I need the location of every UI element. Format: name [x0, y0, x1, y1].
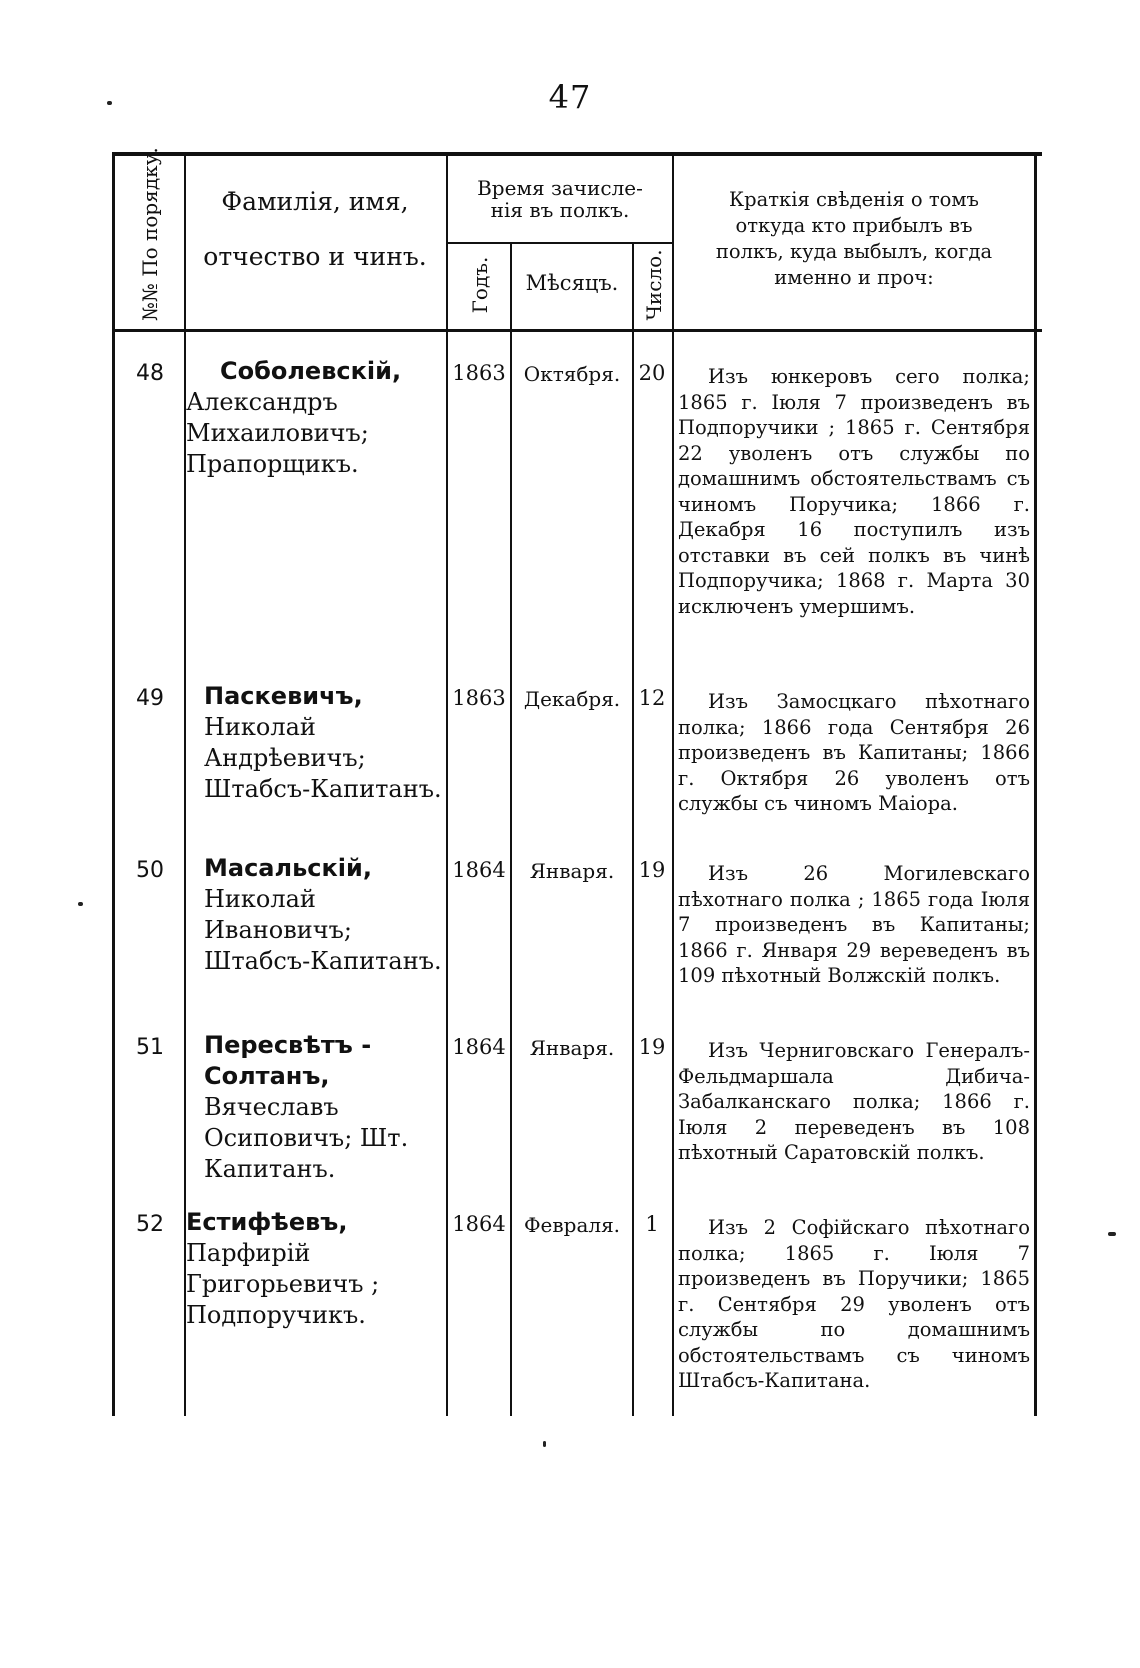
officer-name — [186, 681, 444, 805]
officer-name-rest: Парфирій Григорьевичъ ; Подпоручикъ. — [186, 1239, 380, 1329]
header-info — [676, 187, 1032, 291]
header-order-text: №№ По порядку. — [138, 147, 162, 321]
enlist-day: 19 — [638, 1035, 666, 1059]
header-time-line2: нія въ полкъ. — [490, 197, 630, 222]
col-divider-name — [446, 154, 448, 1416]
enlist-day: 1 — [645, 1212, 659, 1236]
enlist-month: Января. — [529, 859, 615, 883]
officer-surname: Масальскій, — [204, 854, 372, 882]
officer-surname: Естифѣевъ, — [186, 1208, 348, 1236]
officer-name-rest: Николай Андрѣевичъ; Штабсъ-Капитанъ. — [204, 713, 442, 803]
table-top-rule — [112, 152, 1042, 156]
officer-name-rest: Вячеславъ Осиповичъ; Шт. Капитанъ. — [204, 1093, 409, 1183]
row-number: 49 — [136, 686, 164, 711]
officer-surname: Паскевичъ, — [204, 682, 363, 710]
enlist-year: 1863 — [452, 686, 506, 710]
header-info-line3: полкъ, куда выбылъ, когда — [715, 240, 993, 263]
enlist-year: 1863 — [452, 361, 506, 385]
row-number: 52 — [136, 1212, 164, 1237]
header-name-line2: отчество и чинъ. — [203, 242, 427, 271]
header-day-text: Число. — [642, 249, 666, 321]
service-notes: Изъ Черниговскаго Генералъ-Фельдмаршала Дибича-Забалканскаго полка; 1866 г. Іюля 2 переведенъ въ 108 пѣхотный Саратовскій полкъ. — [678, 1039, 1030, 1164]
officer-name — [186, 1030, 444, 1185]
header-info-line2: откуда кто прибылъ въ — [735, 214, 973, 237]
col-divider-year — [510, 242, 512, 1416]
col-divider-day — [672, 154, 674, 1416]
row-number: 50 — [136, 858, 164, 883]
header-year-text: Годъ. — [468, 256, 492, 314]
header-name — [186, 188, 444, 270]
enlist-day: 12 — [638, 686, 666, 710]
header-info-line1: Краткія свѣденія о томъ — [729, 188, 979, 211]
enlist-year: 1864 — [452, 1212, 506, 1236]
print-speck — [78, 902, 83, 906]
print-speck — [1108, 1232, 1116, 1236]
header-info-line4: именно и проч: — [774, 266, 934, 289]
header-time — [448, 178, 672, 221]
enlist-day: 20 — [638, 361, 666, 385]
officer-name — [186, 1207, 444, 1331]
print-speck — [107, 101, 112, 105]
row-number: 48 — [136, 361, 164, 386]
row-number: 51 — [136, 1035, 164, 1060]
service-notes: Изъ 26 Могилевскаго пѣхотнаго полка ; 1865 года Іюля 7 произведенъ въ Капитаны; 1866 г. Января 29 вереведенъ въ 109 пѣхотный Волжскій полкъ. — [678, 862, 1030, 987]
officer-name — [186, 356, 444, 480]
officer-surname: Соболевскій, — [220, 357, 402, 385]
header-month — [512, 272, 632, 295]
service-notes: Изъ 2 Софійскаго пѣхотнаго полка; 1865 г. Іюля 7 произведенъ въ Поручики; 1865 г. Сентября 29 уволенъ отъ службы по домашнимъ обстоятельствамъ съ чиномъ Штабсъ-Капитана. — [678, 1216, 1030, 1392]
header-year — [468, 241, 490, 329]
header-order — [138, 147, 162, 321]
enlist-month: Октября. — [523, 362, 621, 386]
enlist-month: Февраля. — [523, 1213, 621, 1237]
officer-name — [186, 853, 444, 977]
enlist-month: Декабря. — [523, 687, 621, 711]
table-right-border — [1034, 154, 1037, 1416]
header-bottom-rule — [112, 329, 1042, 332]
col-divider-month — [632, 242, 634, 1416]
enlist-month: Января. — [529, 1036, 615, 1060]
enlist-year: 1864 — [452, 1035, 506, 1059]
service-notes: Изъ Замосцкаго пѣхотнаго полка; 1866 года Сентября 26 произведенъ въ Капитаны; 1866 г. Октября 26 уволенъ отъ службы съ чиномъ Маіора. — [678, 690, 1030, 815]
enlist-day: 19 — [638, 858, 666, 882]
officer-name-rest: Александръ Михаиловичъ; Прапорщикъ. — [186, 388, 369, 478]
officer-surname: Пересвѣтъ - Солтанъ, — [204, 1031, 372, 1090]
header-day — [642, 243, 664, 327]
header-time-line1: Время зачисле- — [477, 176, 643, 200]
officer-name-rest: Николай Ивановичъ; Штабсъ-Капитанъ. — [204, 885, 442, 975]
enlist-year: 1864 — [452, 858, 506, 882]
page-number: 47 — [548, 78, 592, 116]
print-speck — [543, 1441, 546, 1447]
header-month-text: Мѣсяцъ. — [525, 271, 619, 295]
header-name-line1: Фамилія, имя, — [221, 187, 409, 216]
service-notes: Изъ юнкеровъ сего полка; 1865 г. Іюля 7 произведенъ въ Подпоручики ; 1865 г. Сентября 22 уволенъ отъ службы по домашнимъ обстоятельствамъ съ чиномъ Поручика; 1866 г. Декабря 16 поступилъ изъ отставки въ сей полкъ въ чинѣ Подпоручика; 1868 г. Марта 30 исключенъ умершимъ. — [678, 365, 1030, 618]
